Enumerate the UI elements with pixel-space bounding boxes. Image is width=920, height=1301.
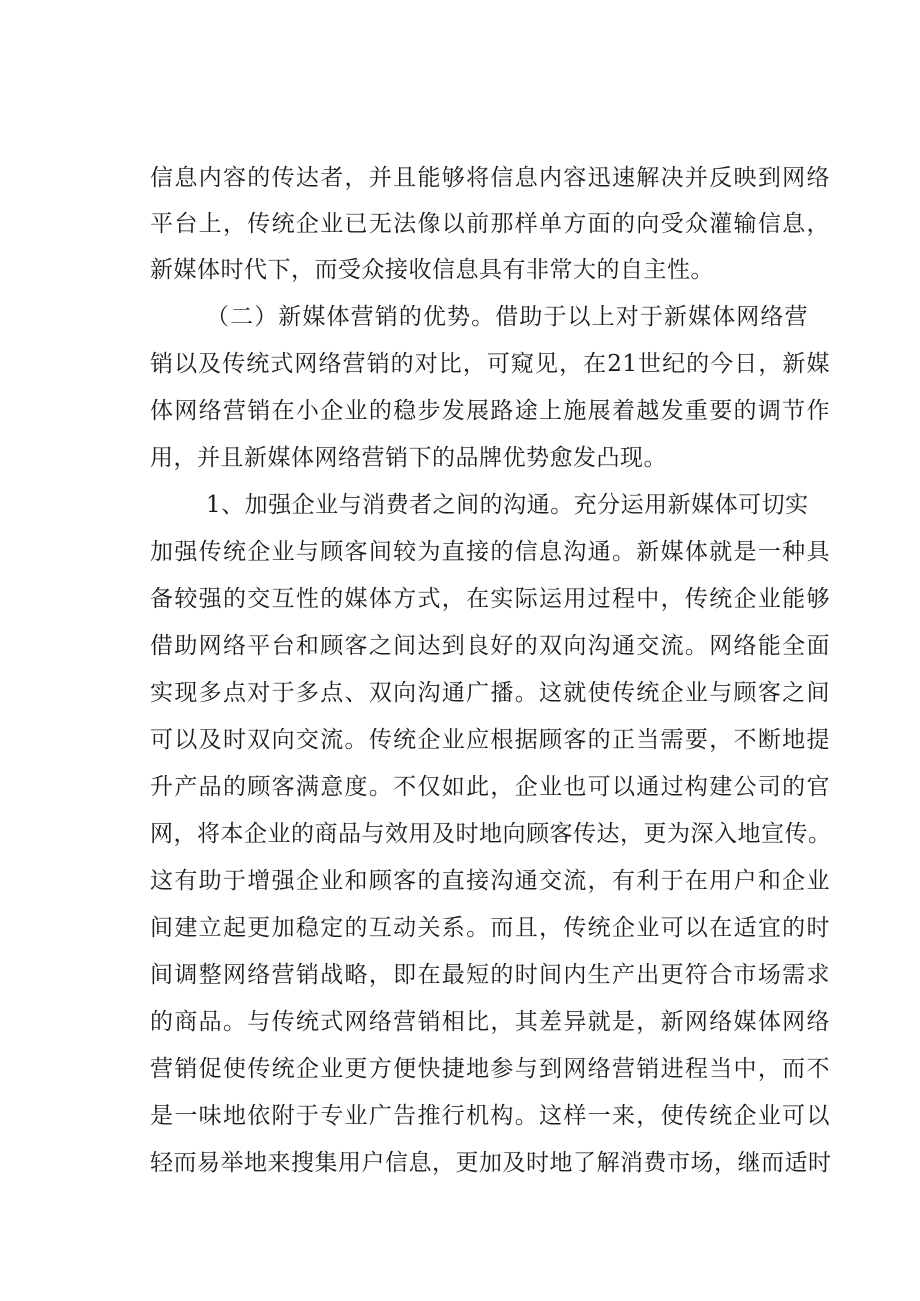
text-line: 是一味地依附于专业广告推行机构。这样一来，使传统企业可以 [150,1103,830,1129]
text-line: 借助网络平台和顾客之间达到良好的双向沟通交流。网络能全面 [150,633,830,659]
text-line: 间建立起更加稳定的互动关系。而且，传统企业可以在适宜的时 [150,915,830,941]
text-line: 的商品。与传统式网络营销相比，其差异就是，新网络媒体网络 [150,1009,830,1035]
text-line: 体网络营销在小企业的稳步发展路途上施展着越发重要的调节作 [150,398,830,424]
text-line: 用，并且新媒体网络营销下的品牌优势愈发凸现。 [150,445,667,471]
text-line: 间调整网络营销战略，即在最短的时间内生产出更符合市场需求 [150,962,830,988]
text-line: （二）新媒体营销的优势。借助于以上对于新媒体网络营 [206,304,808,330]
text-line: 实现多点对于多点、双向沟通广播。这就使传统企业与顾客之间 [150,680,830,706]
text-line: 加强传统企业与顾客间较为直接的信息沟通。新媒体就是一种具 [150,539,830,565]
text-line: 销以及传统式网络营销的对比，可窥见，在21世纪的今日，新媒 [150,351,830,377]
text-line: 信息内容的传达者，并且能够将信息内容迅速解决并反映到网络 [150,165,830,191]
text-line: 平台上，传统企业已无法像以前那样单方面的向受众灌输信息， [150,211,830,237]
text-line: 网，将本企业的商品与效用及时地向顾客传达，更为深入地宣传。 [150,821,832,847]
text-line: 轻而易举地来搜集用户信息，更加及时地了解消费市场，继而适时 [150,1150,832,1176]
text-line: 可以及时双向交流。传统企业应根据顾客的正当需要，不断地提 [150,727,830,753]
text-line: 营销促使传统企业更方便快捷地参与到网络营销进程当中，而不 [150,1056,830,1082]
text-line: 备较强的交互性的媒体方式，在实际运用过程中，传统企业能够 [150,586,830,612]
text-line: 升产品的顾客满意度。不仅如此，企业也可以通过构建公司的官 [150,774,830,800]
text-line: 新媒体时代下，而受众接收信息具有非常大的自主性。 [150,257,714,283]
text-line: 这有助于增强企业和顾客的直接沟通交流，有利于在用户和企业 [150,868,830,894]
text-line: 1、加强企业与消费者之间的沟通。充分运用新媒体可切实 [206,492,809,518]
